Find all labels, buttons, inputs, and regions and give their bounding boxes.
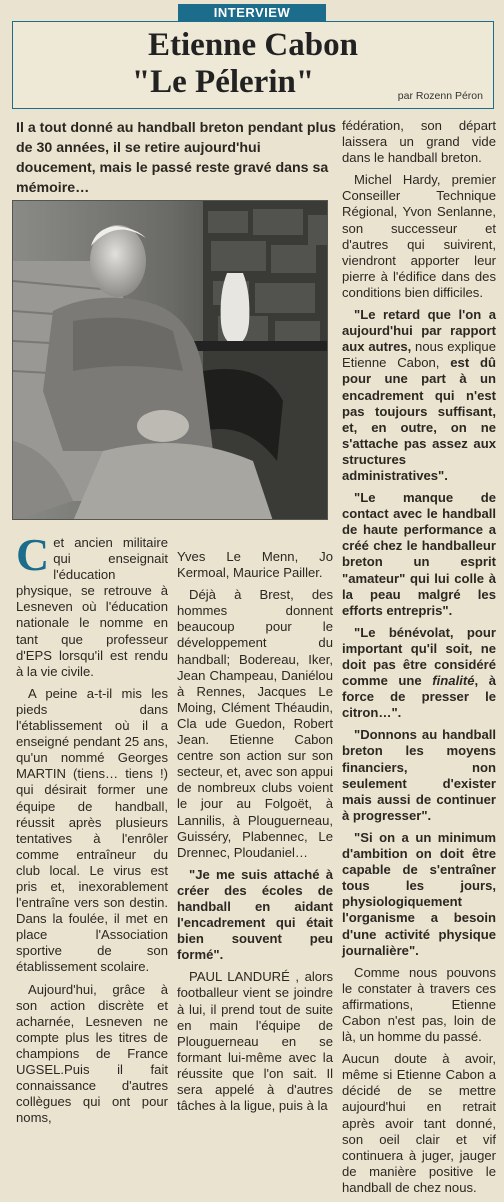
col3-paragraph-9: Aucun doute à avoir, même si Etienne Cabon a décidé de se mettre aujourd'hui en retrait après avoir tant donné, son oeil clair et vif continuera à juger, jauger de manière positive le handball de chez nous. — [342, 1051, 496, 1195]
col3-p5-c: , à force de presser le citron…". — [342, 673, 497, 721]
col3-paragraph-2: Michel Hardy, premier Conseiller Technique Régional, Yvon Senlanne, son successeur et d'autres qui suivirent, viendront apporter leur pierre à l'édifice dans des conditions bien difficiles. — [342, 172, 496, 300]
portrait-photo-image — [13, 201, 328, 520]
title-box — [12, 21, 494, 109]
col1-paragraph-3: Aujourd'hui, grâce à son action discrète et acharnée, Lesneven ne compte plus les titres de champions de France UGSEL.Puis il fait connaissance d'autres collègues qui ont pour noms, — [16, 981, 168, 1126]
col3-p3-attribution: nous explique Etienne Cabon, — [342, 339, 496, 371]
column-3 — [342, 118, 496, 1202]
col2-paragraph-1: Yves Le Menn, Jo Kermoal, Maurice Pailler. — [177, 549, 333, 581]
col3-paragraph-3 — [342, 307, 496, 484]
col3-p5-a: "Le bénévolat, pour important qu'il soit, ne doit pas être considéré comme une — [342, 624, 496, 689]
title-line-2: "Le Pélerin" — [131, 64, 315, 100]
title-line-1: Etienne Cabon — [148, 27, 358, 63]
col1-paragraph-2: A peine a-t-il mis les pieds dans l'établissement où il a enseigné pendant 25 ans, qu'un nommé Georges MARTIN (tiens… tiens !) qui désirait former une équipe de handball, réussit après plusieurs tentatives à l'enrôler comme entraîneur du club local. Le virus est pris et, inexorablement l'entraîne vers son destin. Dans la foulée, il met en place l'Association sportive de son établissement scolaire. — [16, 685, 168, 975]
col3-quote-3 — [342, 625, 496, 722]
col3-p5-italic: finalité — [432, 673, 475, 689]
col3-p3-quote-b: est dû pour une part à un encadrement qui n'est pas toujours suffisant, et, en outre, on ne s'attache pas assez aux structures administratives". — [342, 355, 496, 483]
col3-paragraph-1: fédération, son départ laissera un grand vide dans le handball breton. — [342, 118, 496, 166]
column-1 — [16, 529, 168, 1132]
column-2 — [177, 549, 333, 1120]
col1-p1-text: et ancien militaire qui enseignait l'éducation physique, se retrouve à Lesneven où l'éducation nationale le nomme en tant que professeur d'EPS lorsqu'il est rendu à la vie civile. — [16, 535, 168, 679]
col3-quote-2: "Le manque de contact avec le handball de haute performance a créé chez le handballeur breton un esprit "amateur" qui lui colle à la peau malgré les efforts entrepris". — [342, 490, 496, 618]
intro-lead: Il a tout donné au handball breton pendant plus de 30 années, il se retire aujourd'hui doucement, mais le passé reste gravé dans sa mémoire… — [16, 120, 337, 196]
col2-paragraph-4: PAUL LANDURÉ , alors footballeur vient se joindre à lui, il prend tout de suite en main l'équipe de Plouguerneau en se formant lui-même avec la réussite que l'on sait. Il sera appelé à d'autres tâches à la ligue, puis à la — [177, 969, 333, 1114]
portrait-photo — [12, 200, 328, 520]
col3-quote-5: "Si on a un minimum d'ambition on doit être capable de s'entraîner tous les jours, physiologiquement l'organisme a besoin d'une activité physique journalière". — [342, 829, 496, 958]
col3-paragraph-8: Comme nous pouvons le constater à travers ces affirmations, Etienne Cabon n'est pas, loin de là, un homme du passé. — [342, 964, 496, 1045]
col3-quote-4: "Donnons au handball breton les moyens financiers, non seulement d'exister mais aussi de continuer à progresser". — [342, 727, 496, 823]
drop-cap: C — [16, 529, 50, 580]
col2-quote: "Je me suis attaché à créer des écoles de handball en aidant l'encadrement qui était bien souvent peu formé". — [177, 866, 333, 963]
byline: par Rozenn Péron — [397, 90, 483, 102]
col3-p3-quote-a: "Le retard que l'on a aujourd'hui par rapport aux autres, — [342, 307, 496, 355]
section-tab: INTERVIEW — [178, 4, 326, 21]
col1-paragraph-1 — [16, 529, 168, 680]
col2-paragraph-2: Déjà à Brest, des hommes donnent beaucoup pour le développement du handball; Bodereau, Iker, Jean Champeau, Daniélou à Rennes, Jacques Le Moing, Clément Théaudin, Cla ude Guedon, Robert Jean. Etienne Cabon centre son action sur son secteur, et, avec son appui de nombreux clubs voient le jour au Folgoët, à Lannilis, à Plouguerneau, Guisséry, Plabennec, Le Drennec, Ploudaniel… — [177, 587, 333, 860]
